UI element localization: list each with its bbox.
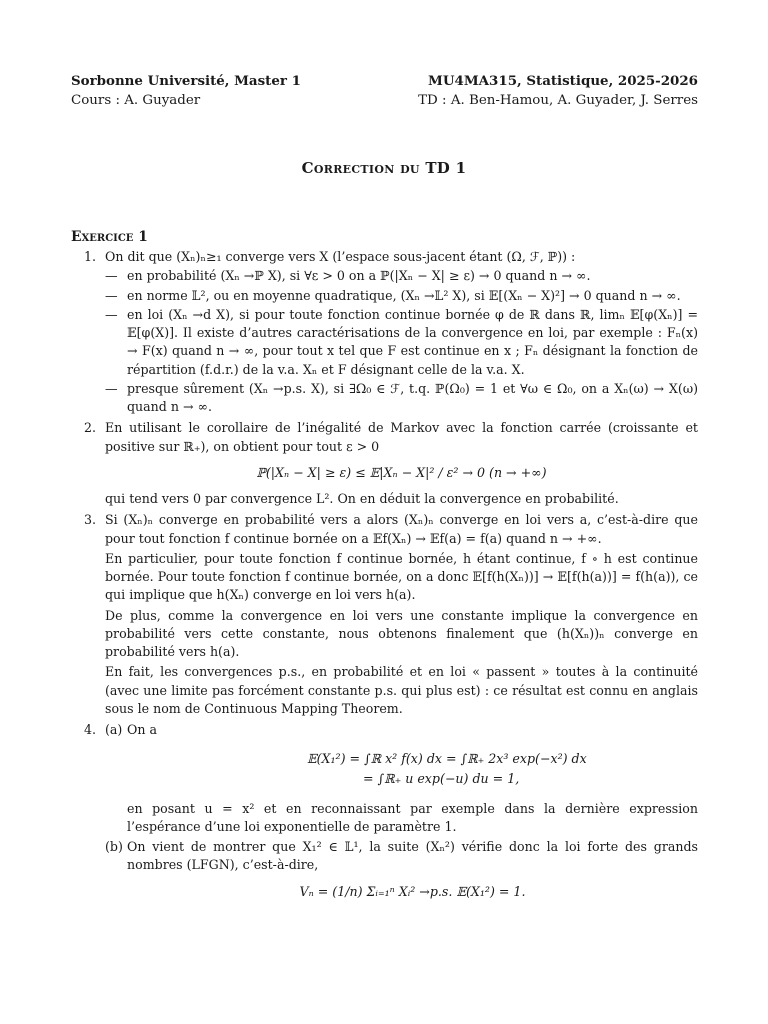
item-1 xyxy=(71,248,698,416)
bullet-almost-surely xyxy=(105,380,698,417)
item-3 xyxy=(71,511,698,718)
lfgn-equation: Vₙ = (1/n) Σᵢ₌₁ⁿ Xᵢ² →p.s. 𝔼(X₁²) = 1. xyxy=(299,883,526,899)
exercise-title: Exercice 1 xyxy=(71,229,148,245)
subitem-a xyxy=(105,721,698,836)
item-2-text: En utilisant le corollaire de l’inégalité de Markov avec la fonction carrée (croissante et positive sur ℝ₊), on obtient pour tout ε > 0 xyxy=(105,420,698,454)
item-3-paragraph-2: En particulier, pour toute fonction f continue bornée, h étant continue, f ∘ h est continue bornée. Pour toute fonction f continue bornée, on a donc 𝔼[f(h(Xₙ))] → 𝔼[f(h(a))] = f(h(a)), ce qui implique que h(Xₙ) converge en loi vers h(a). xyxy=(105,550,698,603)
subitem-b xyxy=(105,838,698,901)
dash-marker: — xyxy=(105,268,118,284)
bullet-l2 xyxy=(105,287,698,305)
equation-line-1: 𝔼(X₁²) = ∫ℝ x² f(x) dx = ∫ℝ₊ 2x³ exp(−x²) dx xyxy=(307,751,587,767)
item-3-paragraph-3: De plus, comme la convergence en loi vers une constante implique la convergence en probabilité vers cette constante, nous obtenons finalement que (h(Xₙ))ₙ converge en probabilité vers h(a). xyxy=(105,607,698,659)
markov-equation: ℙ(|Xₙ − X| ≥ ε) ≤ 𝔼|Xₙ − X|² / ε² → 0 (n → +∞) xyxy=(256,464,547,480)
item-number: 2. xyxy=(84,420,97,436)
bullet-law xyxy=(105,306,698,379)
td-staff-line: TD : A. Ben-Hamou, A. Guyader, J. Serres xyxy=(418,93,698,108)
item-number: 4. xyxy=(84,722,97,737)
course-code-line: MU4MA315, Statistique, 2025-2026 xyxy=(428,73,698,89)
expectation-equation xyxy=(307,749,698,789)
dash-marker: — xyxy=(105,380,118,396)
dash-marker: — xyxy=(105,287,118,303)
header-left xyxy=(71,72,301,110)
subitem-label: (b) xyxy=(105,839,123,855)
bullet-text: presque sûrement (Xₙ →p.s. X), si ∃Ω₀ ∈ ℱ, t.q. ℙ(Ω₀) = 1 et ∀ω ∈ Ω₀, on a Xₙ(ω) → X(ω) quand n → ∞. xyxy=(127,380,698,414)
dash-marker: — xyxy=(105,306,118,322)
bullet-text: en loi (Xₙ →d X), si pour toute fonction continue bornée φ de ℝ dans ℝ, limₙ 𝔼[φ(Xₙ)] = 𝔼[φ(X)]. Il existe d’autres caractérisations de la convergence en loi, par exemple : Fₙ(x) → F(x) quand n → ∞, pour tout x tel que F est continue en x ; Fₙ désignant la fonction de répartition (f.d.r.) de la v.a. Xₙ et F désignant celle de la v.a. X. xyxy=(127,306,698,377)
item-2 xyxy=(71,419,698,508)
university-line: Sorbonne Université, Master 1 xyxy=(71,73,301,89)
item-4 xyxy=(71,721,698,901)
course-line: Cours : A. Guyader xyxy=(71,93,201,108)
bullet-text: en probabilité (Xₙ →ℙ X), si ∀ε > 0 on a ℙ(|Xₙ − X| ≥ ε) → 0 quand n → ∞. xyxy=(127,268,591,284)
subitem-label: (a) xyxy=(105,722,123,737)
document-title: Correction du TD 1 xyxy=(301,159,467,177)
subitem-b-text: On vient de montrer que X₁² ∈ 𝕃¹, la suite (Xₙ²) vérifie donc la loi forte des grands nombres (LFGN), c’est-à-dire, xyxy=(127,839,698,873)
subitem-a-after: en posant u = x² et en reconnaissant par exemple dans la dernière expression l’espérance d’une loi exponentielle de paramètre 1. xyxy=(127,800,698,834)
item-3-paragraph-1: Si (Xₙ)ₙ converge en probabilité vers a alors (Xₙ)ₙ converge en loi vers a, c’est-à-dire que pour tout fonction f continue bornée on a 𝔼f(Xₙ) → 𝔼f(a) = f(a) quand n → +∞. xyxy=(105,512,698,546)
item-number: 3. xyxy=(84,512,97,528)
item-3-paragraph-4: En fait, les convergences p.s., en probabilité et en loi « passent » toutes à la continuité (avec une limite pas forcément constante p.s. qui plus est) : ce résultat est connu en anglais sous le nom de Continuous Mapping Theorem. xyxy=(105,664,698,716)
item-number: 1. xyxy=(84,249,97,264)
exercise-body xyxy=(71,248,698,909)
item-1-intro: On dit que (Xₙ)ₙ≥₁ converge vers X (l’espace sous-jacent étant (Ω, ℱ, ℙ)) : xyxy=(105,249,576,264)
subitem-a-text: On a xyxy=(127,722,157,737)
bullet-probability xyxy=(105,267,698,285)
bullet-text: en norme 𝕃², ou en moyenne quadratique, (Xₙ →𝕃² X), si 𝔼[(Xₙ − X)²] → 0 quand n → ∞. xyxy=(127,287,681,303)
equation-line-2: = ∫ℝ₊ u exp(−u) du = 1, xyxy=(363,771,520,787)
item-2-after: qui tend vers 0 par convergence L². On en déduit la convergence en probabilité. xyxy=(105,491,619,506)
header-right xyxy=(418,72,698,110)
